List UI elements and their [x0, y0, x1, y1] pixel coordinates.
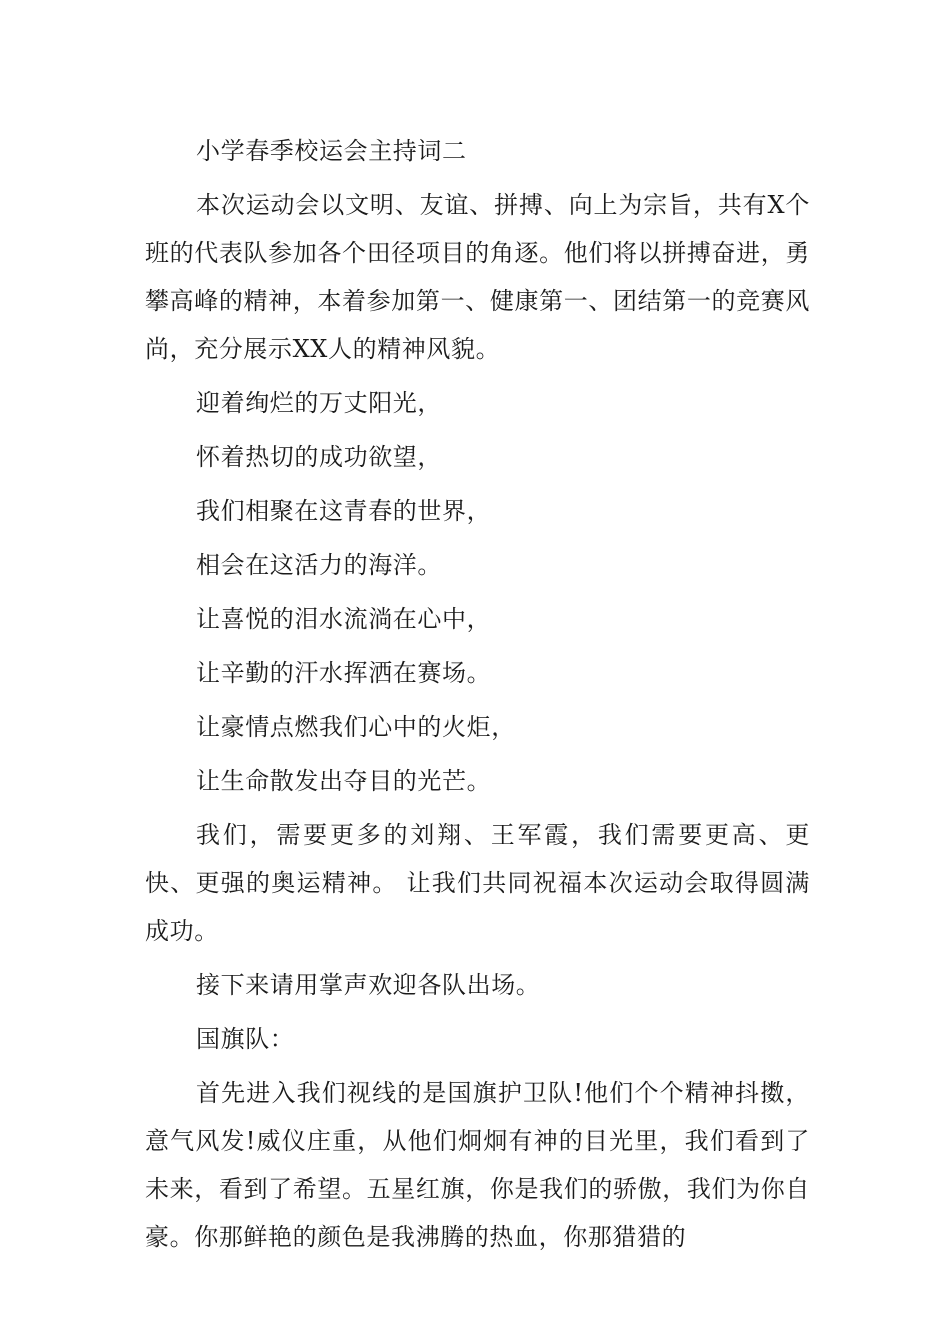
document-body	[145, 127, 810, 1267]
poem-line: 让辛勤的汗水挥洒在赛场。	[196, 659, 492, 687]
poem-line: 相会在这活力的海洋。	[196, 551, 442, 579]
next-line: 接下来请用掌声欢迎各队出场。	[196, 971, 541, 999]
flag-paragraph: 首先进入我们视线的是国旗护卫队!他们个个精神抖擞，意气风发!威仪庄重，从他们炯炯有神的目光里，我们看到了未来，看到了希望。五星红旗，你是我们的骄傲，我们为你自豪。你那鲜艳的颜色是我沸腾的热血，你那猎猎的	[145, 1079, 810, 1251]
intro-paragraph: 本次运动会以文明、友谊、拼搏、向上为宗旨，共有X个班的代表队参加各个田径项目的角逐。他们将以拼搏奋进，勇攀高峰的精神，本着参加第一、健康第一、团结第一的竞赛风尚，充分展示XX人的精神风貌。	[145, 191, 810, 363]
poem-line: 我们相聚在这青春的世界，	[196, 497, 492, 525]
section-heading: 国旗队：	[196, 1025, 295, 1053]
poem-line: 迎着绚烂的万丈阳光，	[196, 389, 442, 417]
poem-line: 怀着热切的成功欲望，	[196, 443, 442, 471]
poem-line: 让喜悦的泪水流淌在心中，	[196, 605, 492, 633]
poem-line: 让豪情点燃我们心中的火炬，	[196, 713, 516, 741]
document-title: 小学春季校运会主持词二	[196, 137, 467, 165]
closing-paragraph: 我们，需要更多的刘翔、王军霞，我们需要更高、更快、更强的奥运精神。 让我们共同祝福本次运动会取得圆满成功。	[145, 821, 810, 945]
poem-line: 让生命散发出夺目的光芒。	[196, 767, 492, 795]
